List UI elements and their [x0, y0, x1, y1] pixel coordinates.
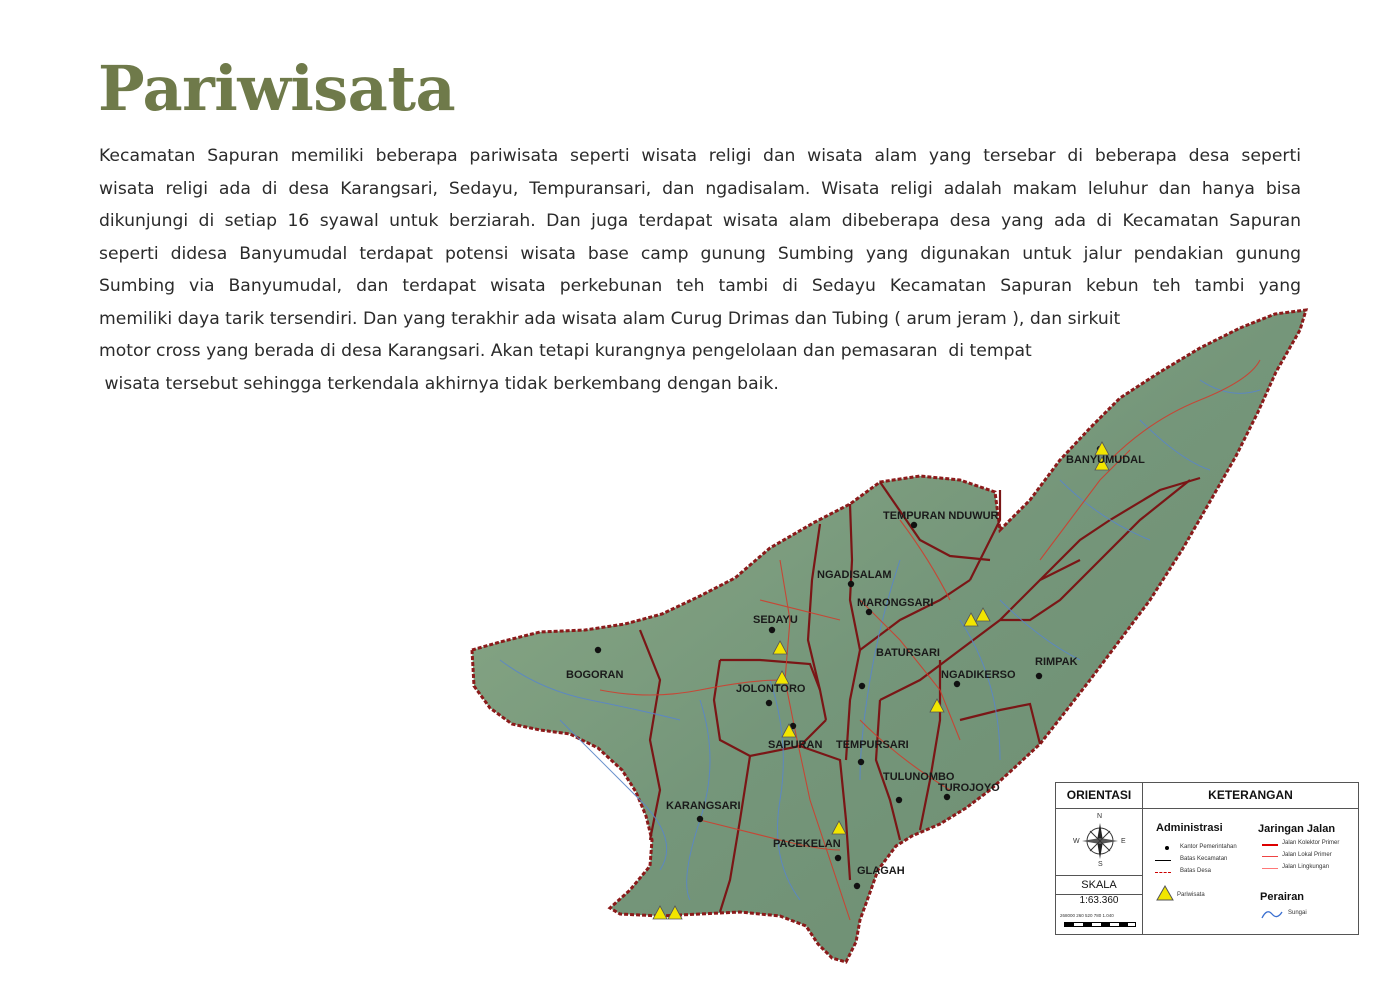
water-title: Perairan	[1260, 891, 1305, 903]
paragraph-line: wisata religi ada di desa Karangsari, Sedayu, Tempuransari, dan ngadisalam. Wisata religi adalah makam leluhur dan hanya bisa	[99, 178, 1301, 199]
compass-north: N	[1097, 813, 1103, 820]
village-label: MARONGSARI	[857, 597, 934, 609]
road-item: Jalan Lingkungan	[1282, 864, 1330, 870]
paragraph-line: Sumbing via Banyumudal, dan terdapat wisata perkebunan teh tambi di Sedayu Kecamatan Sapuran kebun teh tambi yang	[99, 276, 1301, 296]
village-label: RIMPAK	[1035, 656, 1078, 668]
scale-title: SKALA	[1056, 875, 1142, 895]
village-label: NGADISALAM	[817, 569, 892, 581]
kecamatan-line-icon	[1155, 860, 1171, 861]
office-dot	[944, 794, 950, 800]
office-dot	[848, 581, 854, 587]
office-dot	[769, 627, 775, 633]
village-label: NGADIKERSO	[941, 669, 1016, 681]
village-label: BANYUMUDAL	[1066, 454, 1145, 466]
office-dot	[1036, 673, 1042, 679]
office-dot	[854, 883, 860, 889]
compass-south: S	[1098, 861, 1103, 868]
road-line-icon	[1262, 868, 1278, 869]
tourism-label: Pariwisata	[1177, 892, 1205, 898]
office-dot	[595, 647, 601, 653]
compass-east: E	[1121, 838, 1126, 845]
paragraph-line: Kecamatan Sapuran memiliki beberapa pariwisata seperti wisata religi dan wisata alam yang tersebar di beberapa desa seperti	[99, 146, 1301, 166]
map-legend	[1055, 782, 1359, 935]
office-dot	[911, 522, 917, 528]
office-dot	[896, 797, 902, 803]
orientation-title: ORIENTASI	[1056, 783, 1142, 809]
scale-bar	[1064, 922, 1136, 927]
keterangan-title: KETERANGAN	[1143, 783, 1358, 809]
desa-line-icon	[1155, 872, 1171, 873]
paragraph-line: memiliki daya tarik tersendiri. Dan yang terakhir ada wisata alam Curug Drimas dan Tubing ( arum jeram ), dan sirkuit	[99, 308, 1121, 329]
road-line-icon	[1262, 844, 1278, 846]
office-dot	[954, 681, 960, 687]
paragraph-line: wisata tersebut sehingga terkendala akhirnya tidak berkembang dengan baik.	[99, 373, 779, 394]
village-label: JOLONTORO	[736, 683, 806, 695]
village-label: KARANGSARI	[666, 800, 741, 812]
road-line-icon	[1262, 856, 1278, 857]
road-item: Jalan Kolektor Primer	[1282, 840, 1340, 846]
village-label: TULUNOMBO	[883, 771, 955, 783]
village-label: TUROJOYO	[938, 782, 1000, 794]
admin-item: Batas Kecamatan	[1180, 856, 1228, 862]
village-label: TEMPURSARI	[836, 739, 909, 751]
office-dot	[697, 816, 703, 822]
office-dot	[858, 759, 864, 765]
office-dot	[835, 855, 841, 861]
village-label: GLAGAH	[857, 865, 905, 877]
paragraph-line: motor cross yang berada di desa Karangsari. Akan tetapi kurangnya pengelolaan dan pemasaran di tempat	[99, 341, 1032, 361]
paragraph-line: dikunjungi di setiap 16 syawal untuk berziarah. Dan juga terdapat wisata alam dibeberapa desa yang ada di Kecamatan Sapuran	[99, 211, 1301, 231]
village-label: SAPURAN	[768, 739, 823, 751]
roads-title: Jaringan Jalan	[1258, 823, 1336, 835]
scale-value: 1:63.360	[1079, 895, 1119, 906]
road-item: Jalan Lokal Primer	[1282, 852, 1332, 858]
village-label: BATURSARI	[876, 647, 940, 659]
paragraph-line: seperti didesa Banyumudal terdapat potensi wisata base camp gunung Sumbing yang digunakan untuk jalur pendakian gunung	[99, 243, 1301, 264]
admin-title: Administrasi	[1156, 822, 1223, 834]
village-label: PACEKELAN	[773, 838, 841, 850]
compass-west: W	[1073, 838, 1080, 845]
compass-icon	[1078, 815, 1122, 867]
office-dot	[766, 700, 772, 706]
office-dot	[859, 683, 865, 689]
office-dot-icon	[1165, 846, 1169, 850]
village-label: SEDAYU	[753, 614, 798, 626]
village-label: BOGORAN	[566, 669, 624, 681]
page-title: Pariwisata	[98, 52, 456, 125]
river-line-icon	[1261, 908, 1283, 920]
scale-ticks: 268000 260 520 780 1.040	[1060, 913, 1114, 918]
water-item: Sungai	[1288, 910, 1307, 916]
office-dot	[866, 609, 872, 615]
village-label: TEMPURAN NDUWUR	[883, 510, 999, 522]
admin-item: Batas Desa	[1180, 868, 1212, 874]
admin-item: Kantor Pemerintahan	[1180, 844, 1237, 850]
tourism-triangle-icon	[1156, 885, 1174, 901]
